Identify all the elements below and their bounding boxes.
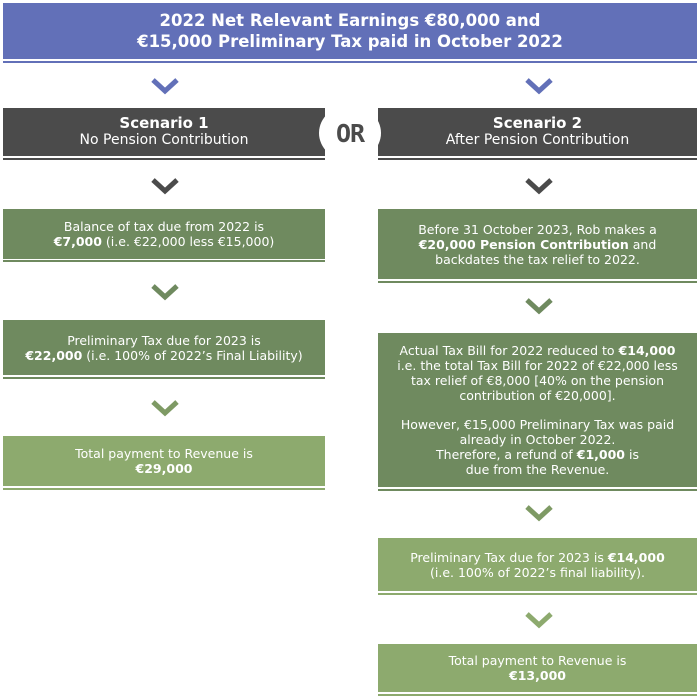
- chevron-down-icon: [524, 504, 554, 522]
- s2-box1-amount: €20,000 Pension Contribution: [418, 236, 629, 252]
- chevron-down-icon: [150, 283, 180, 301]
- chevron-down-icon: [150, 177, 180, 195]
- s2-box2-line2: i.e. the total Tax Bill for 2022 of €22,000 less: [397, 358, 678, 373]
- or-label: OR: [335, 118, 365, 148]
- s2-box3-underline: [378, 593, 697, 595]
- scenario-2-underline: [378, 158, 697, 160]
- header-underline: [3, 61, 697, 63]
- chevron-down-icon: [150, 399, 180, 417]
- s1-box2-amount: €22,000: [25, 347, 83, 363]
- main-header: [3, 3, 697, 59]
- s2-box2-pre: Actual Tax Bill for 2022 reduced to: [399, 343, 619, 358]
- scenario-2-contribution-box: [378, 209, 697, 279]
- s1-box2-underline: [3, 377, 325, 379]
- s2-box4-line1: Total payment to Revenue is: [448, 653, 627, 668]
- scenario-2-preliminary-box: [378, 538, 697, 591]
- s1-box3-line1: Total payment to Revenue is: [75, 446, 253, 461]
- scenario-1-underline: [3, 158, 325, 160]
- s2-box2-refund: €1,000: [576, 447, 625, 462]
- s1-box2-line1: Preliminary Tax due for 2023 is: [67, 332, 261, 348]
- s2-box3-line2: (i.e. 100% of 2022’s final liability).: [430, 564, 645, 580]
- scenario-1-balance-box: [3, 209, 325, 259]
- s2-box2-amount: €14,000: [618, 343, 676, 358]
- scenario-1-title: Scenario 1: [119, 114, 209, 132]
- s2-box2-line6: already in October 2022.: [459, 432, 616, 447]
- s2-box2-line8: due from the Revenue.: [465, 462, 610, 477]
- scenario-1-header: [3, 108, 325, 156]
- scenario-2-subtitle: After Pension Contribution: [445, 132, 630, 148]
- s2-box4-underline: [378, 694, 697, 696]
- s2-box2-line3: tax relief of €8,000 [40% on the pension: [411, 373, 664, 388]
- scenario-1-subtitle: No Pension Contribution: [79, 132, 249, 148]
- scenario-1-preliminary-box: [3, 320, 325, 375]
- header-line-1: 2022 Net Relevant Earnings €80,000 and: [159, 11, 541, 30]
- s2-box2-line7-post: is: [625, 447, 639, 462]
- s1-box3-underline: [3, 488, 325, 490]
- s1-box1-underline: [3, 260, 325, 262]
- header-line-2: €15,000 Preliminary Tax paid in October 2022: [137, 32, 563, 51]
- chevron-down-icon: [150, 77, 180, 95]
- s2-box3-amount: €14,000: [607, 549, 665, 565]
- s1-box1-rest: (i.e. €22,000 less €15,000): [101, 234, 275, 249]
- s2-box4-amount: €13,000: [509, 668, 566, 683]
- s1-box2-rest: (i.e. 100% of 2022’s Final Liability): [82, 347, 303, 363]
- s2-box2-line7-pre: Therefore, a refund of: [436, 447, 577, 462]
- s2-box3-pre: Preliminary Tax due for 2023 is: [410, 549, 608, 565]
- scenario-2-header: [378, 108, 697, 156]
- scenario-2-title: Scenario 2: [492, 114, 583, 132]
- s1-box1-amount: €7,000: [53, 234, 102, 249]
- s2-box2-line5: However, €15,000 Preliminary Tax was paid: [400, 417, 675, 432]
- scenario-2-tax-bill-box: [378, 333, 697, 487]
- s2-box1-line1: Before 31 October 2023, Rob makes a: [418, 221, 657, 237]
- chevron-down-icon: [524, 611, 554, 629]
- scenario-1-total-box: [3, 436, 325, 486]
- or-divider: [318, 104, 382, 162]
- scenario-2-total-box: [378, 644, 697, 692]
- chevron-down-icon: [524, 297, 554, 315]
- s2-box2-underline: [378, 489, 697, 491]
- chevron-down-icon: [524, 77, 554, 95]
- s1-box1-line1: Balance of tax due from 2022 is: [63, 219, 265, 234]
- s1-box3-amount: €29,000: [135, 461, 193, 476]
- s2-box1-line3: backdates the tax relief to 2022.: [435, 251, 640, 267]
- chevron-down-icon: [524, 177, 554, 195]
- s2-box1-underline: [378, 281, 697, 283]
- s2-box1-after: and: [628, 236, 657, 252]
- s2-box2-line4: contribution of €20,000].: [459, 388, 616, 403]
